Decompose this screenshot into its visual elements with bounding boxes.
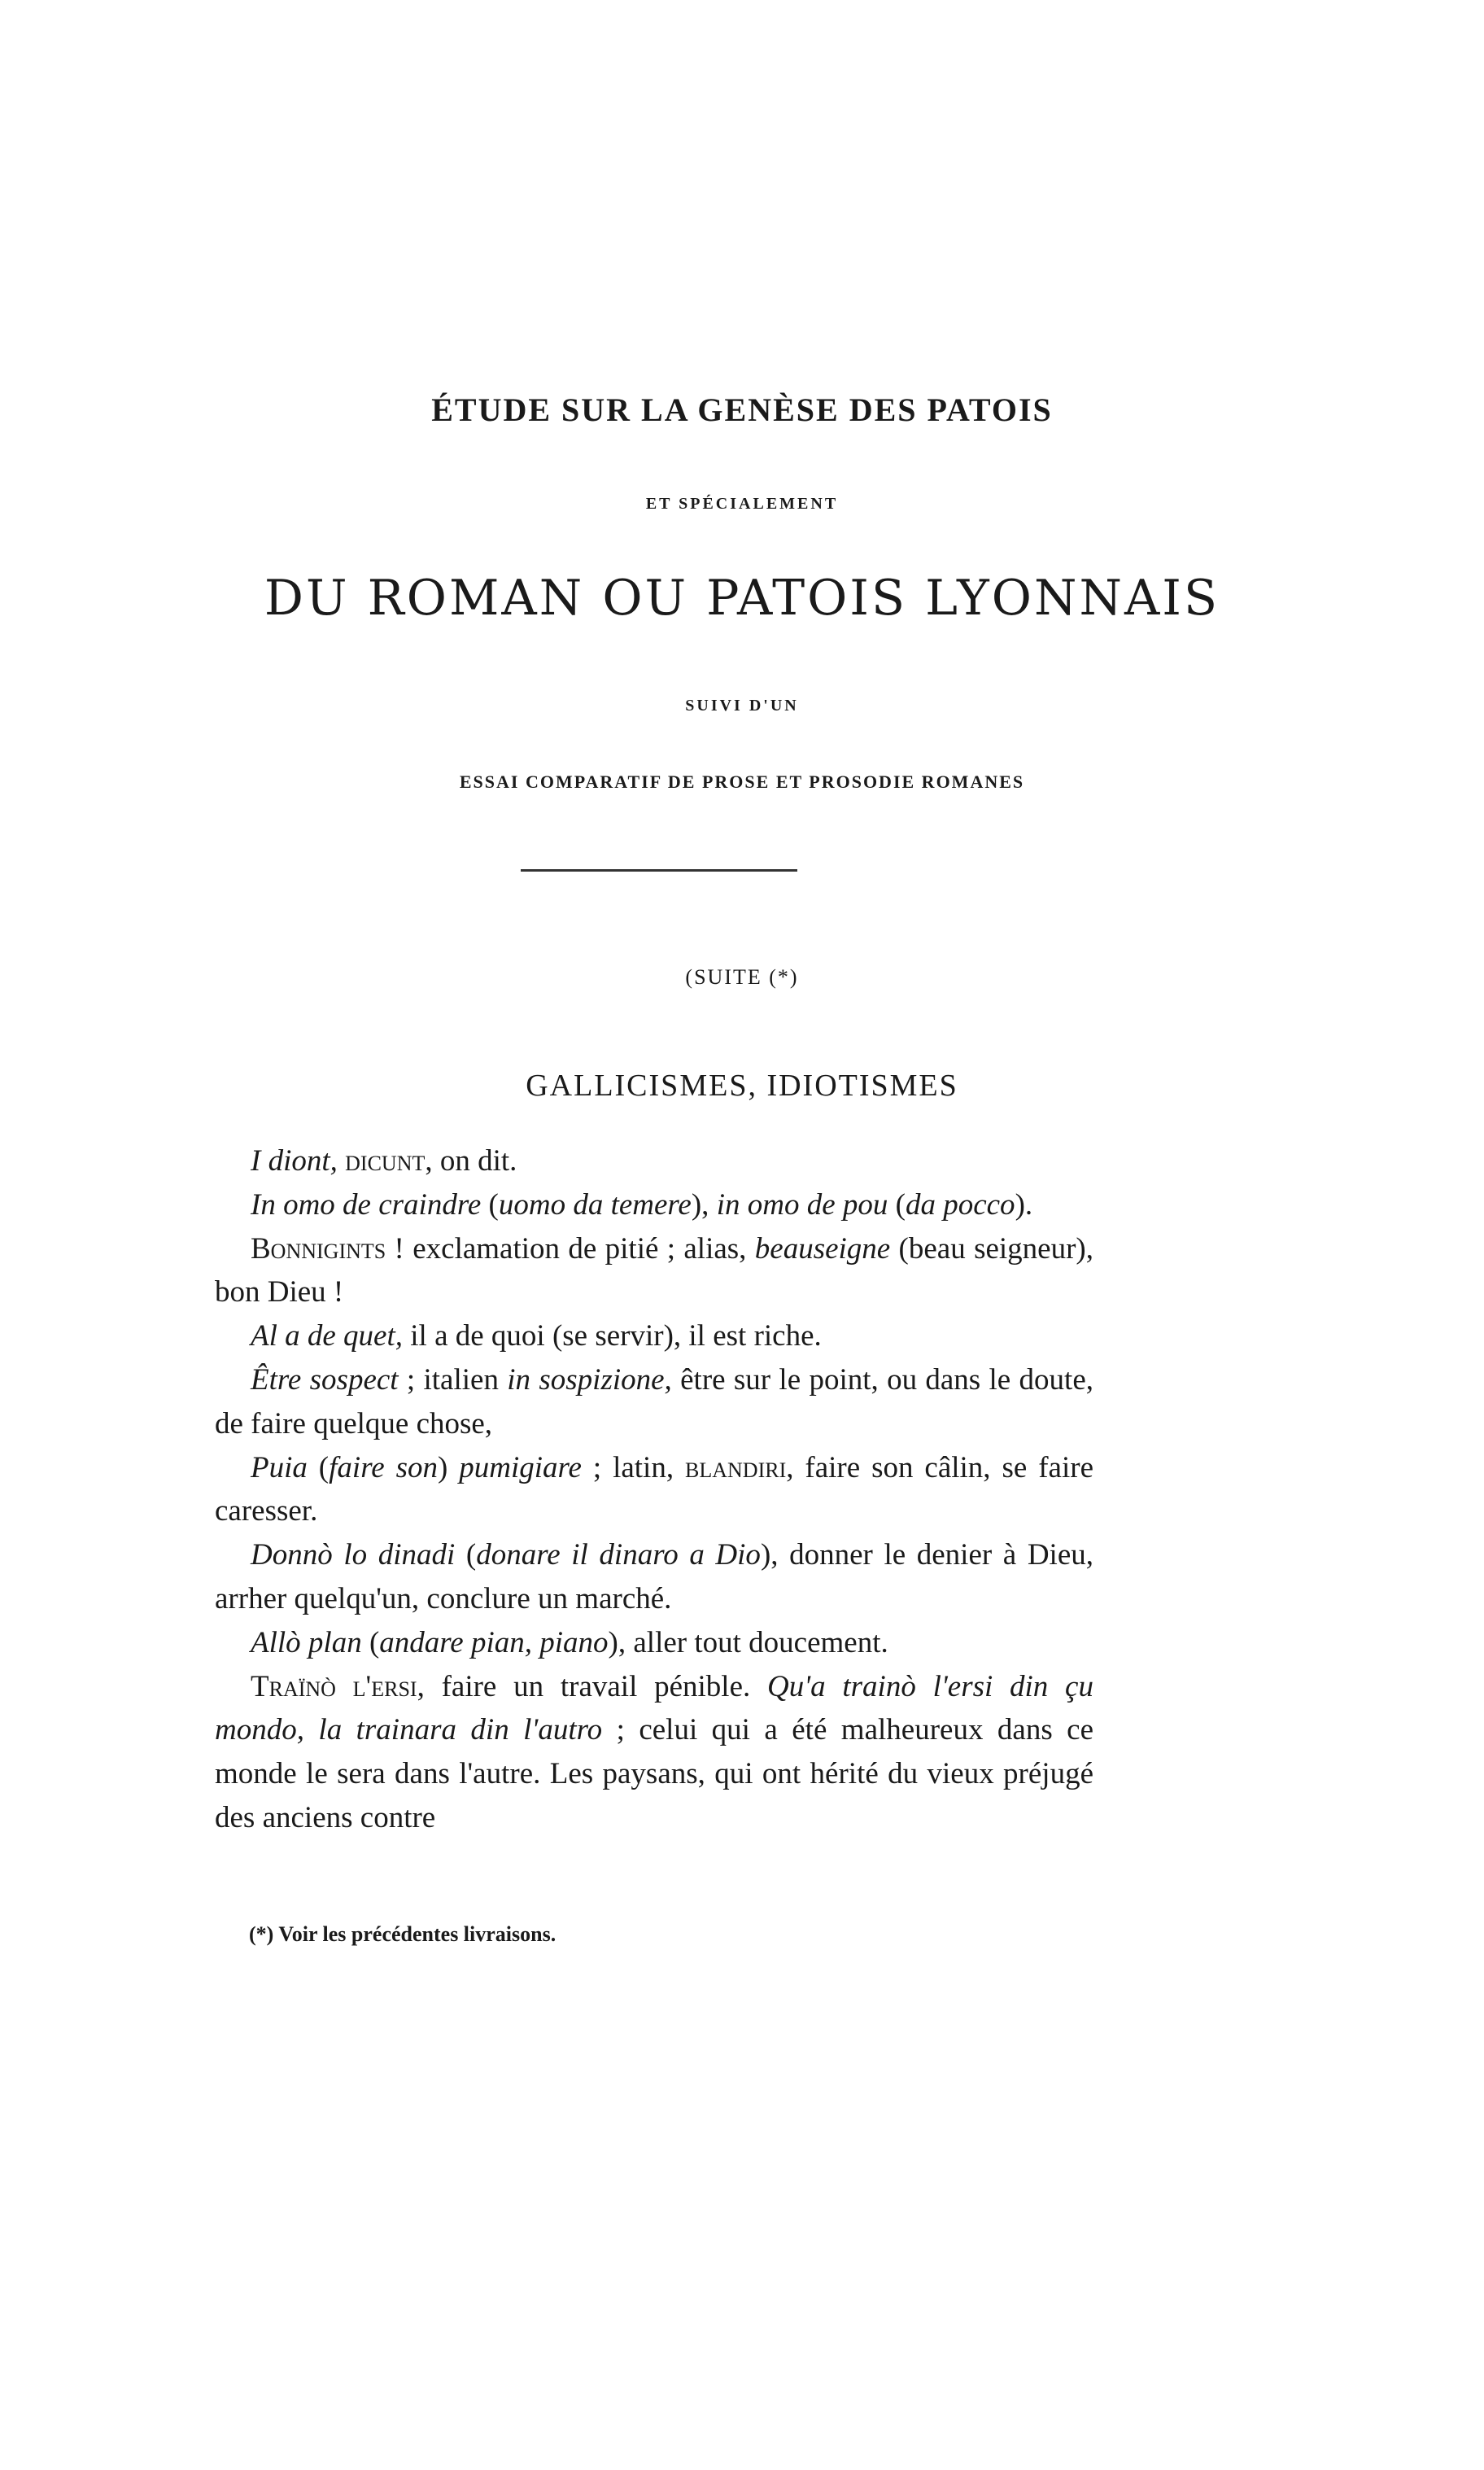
- section-title: GALLICISMES, IDIOTISMES: [526, 1069, 958, 1103]
- paragraph: [215, 1227, 1093, 1315]
- text: (: [361, 1625, 380, 1659]
- paragraph: [215, 1665, 1093, 1840]
- text: [338, 1144, 345, 1178]
- italian-term: donare il dinaro a Dio: [476, 1538, 761, 1572]
- main-title: DU ROMAN OU PATOIS LYONNAIS: [264, 570, 1220, 627]
- title-line-etude: ÉTUDE SUR LA GENÈSE DES PATOIS: [431, 391, 1053, 428]
- title-line-essai: ESSAI COMPARATIF DE PROSE ET PROSODIE ROMANES: [459, 772, 1025, 792]
- text: ), aller tout doucement.: [608, 1625, 888, 1659]
- title-line-specialement: ET SPÉCIALEMENT: [645, 495, 839, 513]
- text: , faire un travail pénible.: [417, 1669, 767, 1703]
- text: ).: [1015, 1187, 1033, 1222]
- italian-term: in sospizione,: [507, 1362, 672, 1397]
- term: faire son: [329, 1450, 438, 1484]
- italian-term: andare pian, piano: [379, 1625, 609, 1659]
- text: il a de quoi (se servir), il est riche.: [403, 1319, 822, 1353]
- term: Allò plan: [251, 1625, 362, 1659]
- paragraph: [215, 1446, 1093, 1534]
- paragraph: [215, 1533, 1093, 1621]
- text: ; celui qui a été malheureux dans ce monde le sera dans l'autre. Les paysans, qui ont hérité du vieux préjugé des anciens contre: [215, 1713, 1094, 1834]
- term: In omo de craindre: [251, 1187, 482, 1222]
- italian-term: da pocco: [905, 1187, 1015, 1222]
- text: ),: [691, 1187, 717, 1222]
- italian-term: uomo da temere: [498, 1187, 692, 1222]
- term: in omo de pou: [716, 1187, 888, 1222]
- body-text: [215, 1139, 1093, 1840]
- proverb: Qu'a trainò l'ersi din çu mondo, la trainara din l'autro: [215, 1669, 1093, 1747]
- paragraph: [215, 1621, 1093, 1665]
- paragraph: [215, 1139, 1093, 1183]
- suite-label: (SUITE (*): [685, 965, 799, 989]
- paragraph: [215, 1314, 1093, 1358]
- text: , faire son câlin, se faire caresser.: [215, 1450, 1093, 1528]
- latin-term: dicunt: [345, 1144, 426, 1178]
- text: ; italien: [398, 1362, 508, 1397]
- latin-term: blandiri: [685, 1450, 787, 1484]
- text: être sur le point, ou dans le doute, de faire quelque chose,: [215, 1362, 1093, 1440]
- term: Puia: [251, 1450, 308, 1484]
- title-divider: [521, 869, 797, 872]
- term: Être sospect: [251, 1362, 399, 1397]
- title-line-suivi: SUIVI D'UN: [685, 697, 799, 715]
- text: (: [307, 1450, 330, 1484]
- term: beauseigne: [754, 1231, 891, 1266]
- text: ; latin,: [581, 1450, 686, 1484]
- italian-term: pumigiare: [459, 1450, 582, 1484]
- footnote: (*) Voir les précédentes livraisons.: [249, 1922, 556, 1946]
- text: (: [455, 1538, 477, 1572]
- term: Traïnò l'ersi: [251, 1669, 417, 1703]
- text: (beau seigneur), bon Dieu !: [215, 1231, 1093, 1309]
- text: , on dit.: [425, 1144, 517, 1178]
- term: Bonnigints: [251, 1231, 386, 1266]
- text: ): [437, 1450, 460, 1484]
- paragraph: [215, 1183, 1093, 1227]
- text: ! exclamation de pitié ; alias,: [386, 1231, 755, 1266]
- paragraph: [215, 1358, 1093, 1446]
- term: Al a de quet,: [251, 1319, 404, 1353]
- text: ), donner le denier à Dieu, arrher quelqu'un, conclure un marché.: [215, 1538, 1094, 1615]
- text: (: [481, 1187, 499, 1222]
- term: Donnò lo dinadi: [251, 1538, 456, 1572]
- term: I diont,: [251, 1144, 338, 1178]
- text: (: [888, 1187, 906, 1222]
